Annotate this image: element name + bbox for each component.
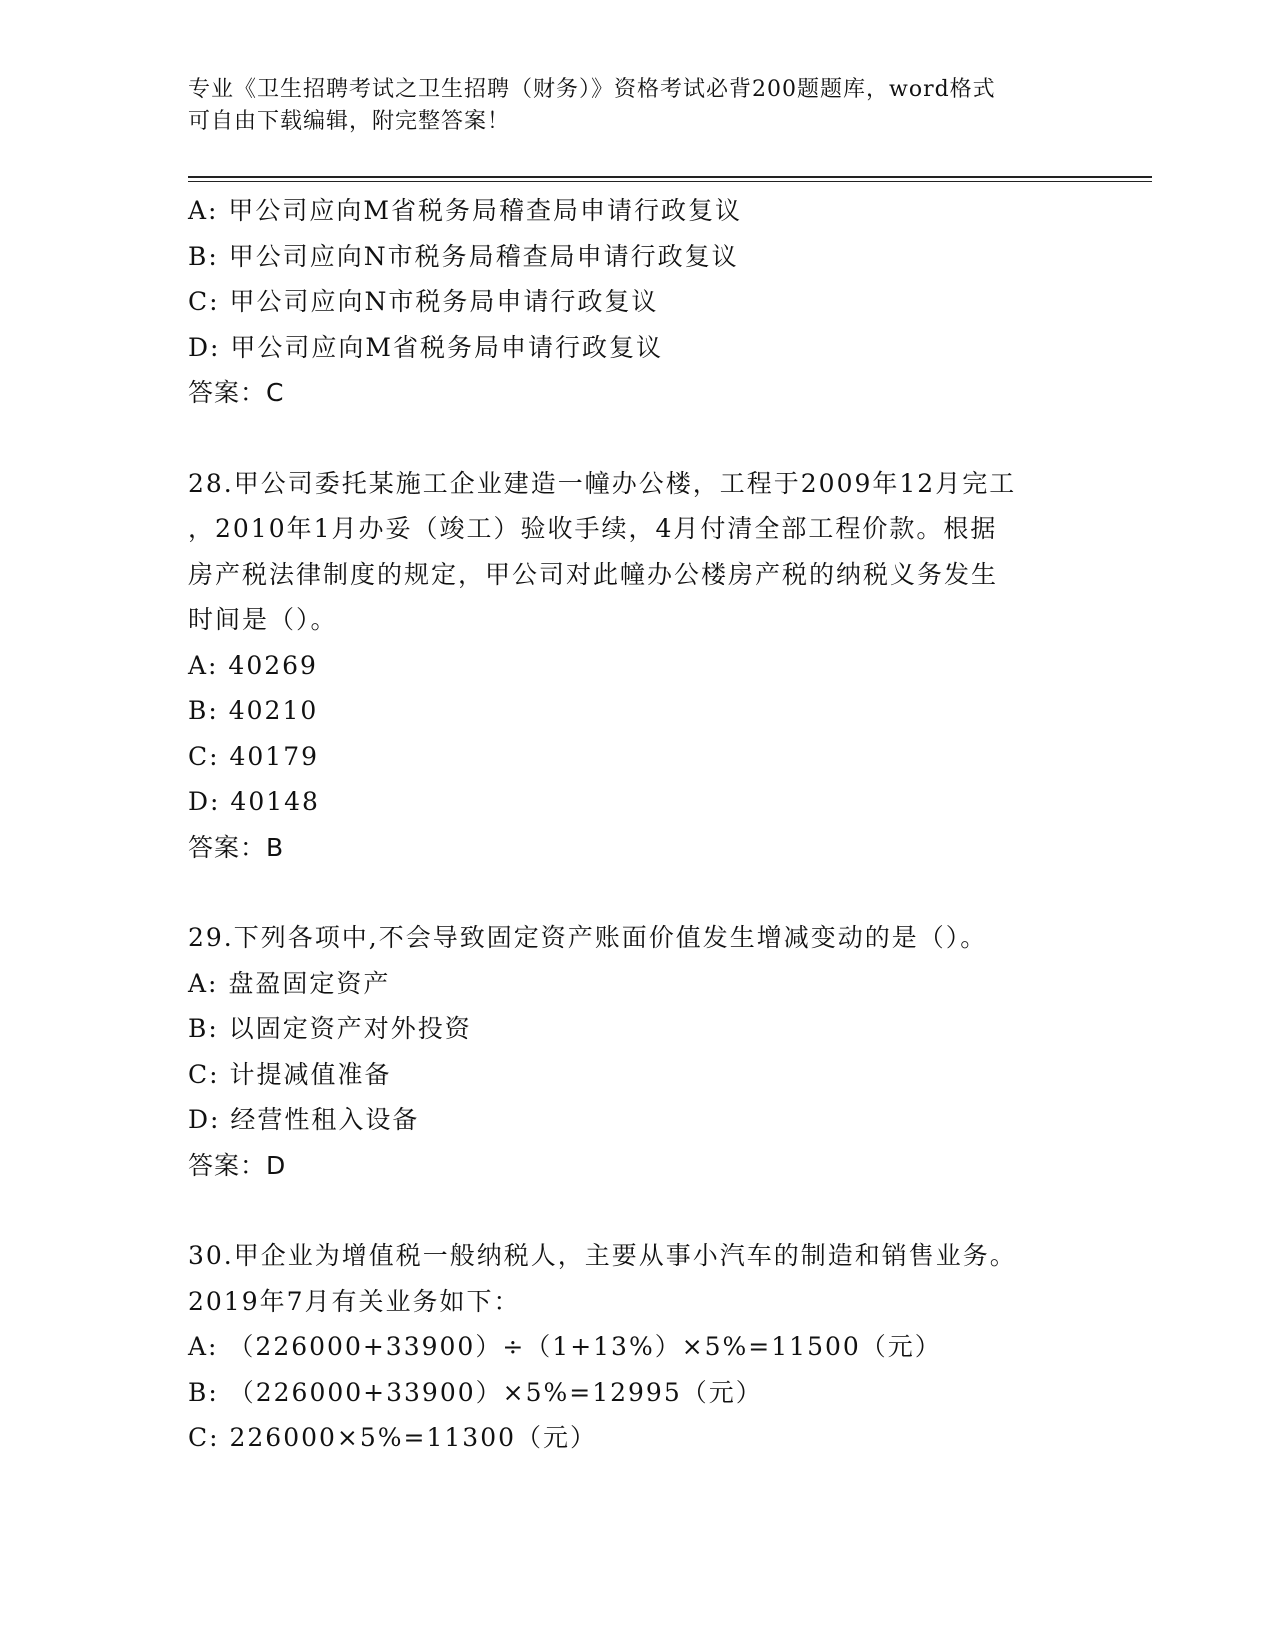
option-c: C: 甲公司应向N市税务局申请行政复议 xyxy=(188,287,659,316)
question-stem-line: 时间是（）。 xyxy=(188,605,338,634)
answer: 答案：C xyxy=(188,378,285,407)
option-c: C: 226000×5%=11300（元） xyxy=(188,1423,598,1452)
question-27 xyxy=(188,188,1088,416)
question-30 xyxy=(188,1233,1088,1461)
document-header xyxy=(188,74,1068,138)
question-stem-line: 28.甲公司委托某施工企业建造一幢办公楼，工程于2009年12月完工 xyxy=(188,468,1017,498)
answer: 答案：B xyxy=(188,832,285,862)
option-d: D: 经营性租入设备 xyxy=(188,1105,420,1134)
option-a: A: 盘盈固定资产 xyxy=(188,968,391,998)
spacer xyxy=(188,1188,1088,1233)
spacer xyxy=(188,416,1088,461)
question-29 xyxy=(188,915,1088,1188)
option-a: A: 甲公司应向M省税务局稽查局申请行政复议 xyxy=(188,196,743,225)
option-a: A: （226000+33900）÷（1+13%）×5%=11500（元） xyxy=(188,1332,942,1361)
question-stem-line: 房产税法律制度的规定，甲公司对此幢办公楼房产税的纳税义务发生 xyxy=(188,559,999,589)
question-stem-line: ，2010年1月办妥（竣工）验收手续，4月付清全部工程价款。根据 xyxy=(188,514,998,543)
option-d: D: 40148 xyxy=(188,787,320,816)
question-stem-line: 29.下列各项中,不会导致固定资产账面价值发生增减变动的是（）。 xyxy=(188,923,988,952)
question-28 xyxy=(188,461,1088,871)
option-a: A: 40269 xyxy=(188,650,318,680)
question-stem-line: 30.甲企业为增值税一般纳税人，主要从事小汽车的制造和销售业务。 xyxy=(188,1241,1017,1270)
option-b: B: 甲公司应向N市税务局稽查局申请行政复议 xyxy=(188,241,739,271)
answer: 答案：D xyxy=(188,1150,287,1180)
question-list xyxy=(188,188,1088,1461)
option-b: B: 以固定资产对外投资 xyxy=(188,1014,472,1043)
header-rule-thin xyxy=(188,181,1152,182)
option-c: C: 计提减值准备 xyxy=(188,1059,392,1089)
option-b: B: （226000+33900）×5%=12995（元） xyxy=(188,1377,763,1407)
option-c: C: 40179 xyxy=(188,741,320,771)
spacer xyxy=(188,870,1088,915)
header-line-1: 专业《卫生招聘考试之卫生招聘（财务）》资格考试必背200题题库，word格式 xyxy=(188,77,996,102)
header-line-2: 可自由下载编辑，附完整答案！ xyxy=(188,109,511,134)
header-rule-thick xyxy=(188,176,1152,178)
option-b: B: 40210 xyxy=(188,696,319,725)
question-stem-line: 2019年7月有关业务如下： xyxy=(188,1286,521,1316)
option-d: D: 甲公司应向M省税务局申请行政复议 xyxy=(188,332,664,362)
